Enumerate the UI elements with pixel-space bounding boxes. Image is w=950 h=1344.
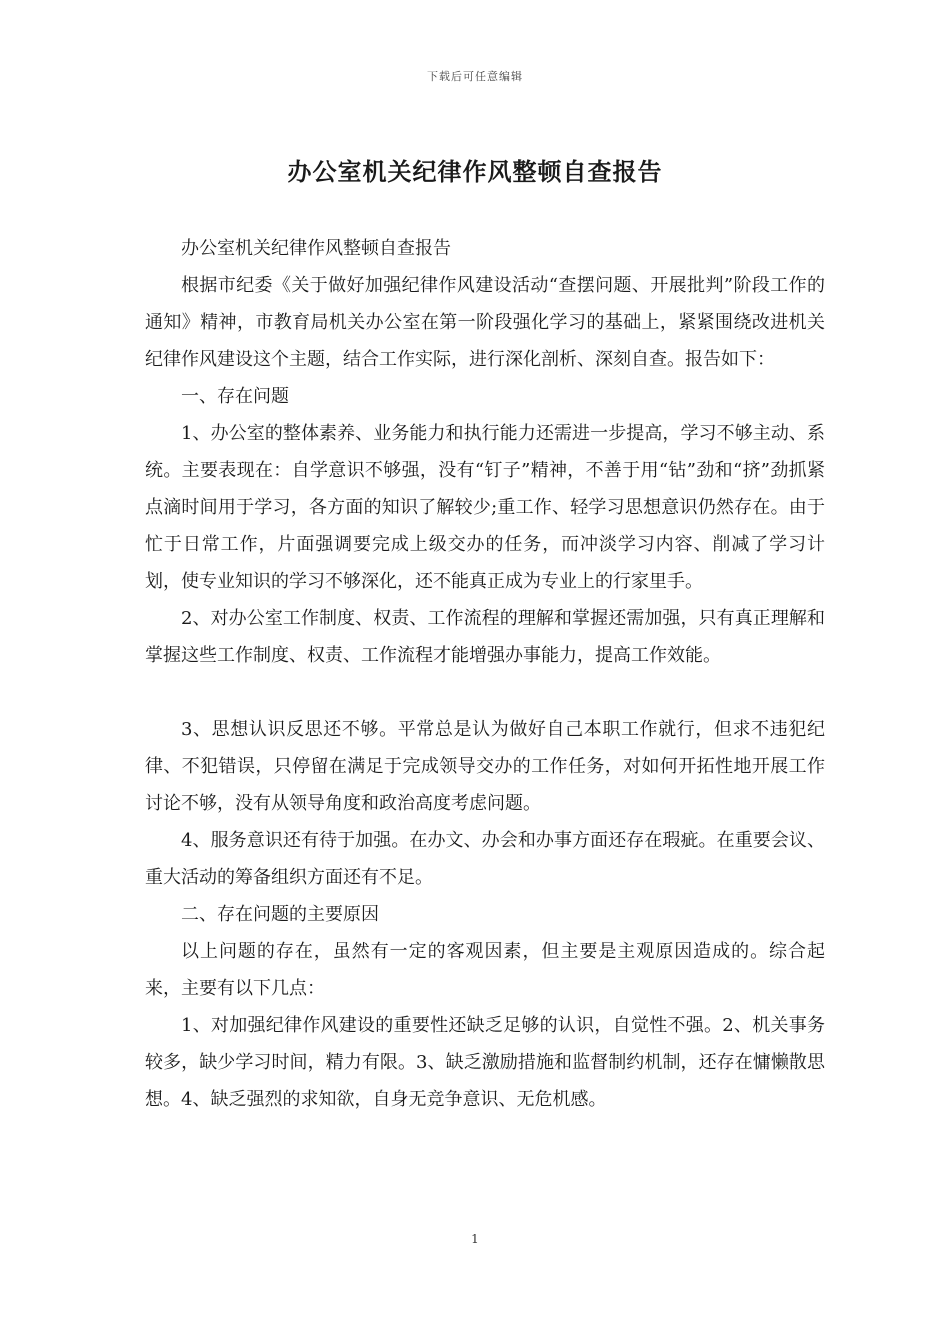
paragraph-causes-intro: 以上问题的存在，虽然有一定的客观因素，但主要是主观原因造成的。综合起来，主要有以下几点： xyxy=(145,941,825,999)
paragraph-causes-list: 1、对加强纪律作风建设的重要性还缺乏足够的认识，自觉性不强。2、机关事务较多，缺少学习时间，精力有限。3、缺乏激励措施和监督制约机制，还存在慵懒散思想。4、缺乏强烈的求知欲，自身无竞争意识、无危机感。 xyxy=(145,1015,825,1110)
paragraph-problem-2: 2、对办公室工作制度、权责、工作流程的理解和掌握还需加强，只有真正理解和掌握这些工作制度、权责、工作流程才能增强办事能力，提高工作效能。 xyxy=(145,608,825,666)
section-heading-causes: 二、存在问题的主要原因 xyxy=(181,904,379,925)
document-title: 办公室机关纪律作风整顿自查报告 xyxy=(287,157,663,186)
paragraph-subtitle: 办公室机关纪律作风整顿自查报告 xyxy=(181,238,451,259)
paragraph-problem-4: 4、服务意识还有待于加强。在办文、办会和办事方面还存在瑕疵。在重要会议、重大活动的筹备组织方面还有不足。 xyxy=(145,830,825,888)
section-heading-problems: 一、存在问题 xyxy=(181,386,289,407)
header-note: 下载后可任意编辑 xyxy=(427,70,523,83)
page-number: 1 xyxy=(471,1232,479,1246)
paragraph-problem-1: 1、办公室的整体素养、业务能力和执行能力还需进一步提高，学习不够主动、系统。主要表现在：自学意识不够强，没有“钉子”精神，不善于用“钻”劲和“挤”劲抓紧点滴时间用于学习，各方面的知识了解较少;重工作、轻学习思想意识仍然存在。由于忙于日常工作，片面强调要完成上级交办的任务，而冲淡学习内容、削减了学习计划，使专业知识的学习不够深化，还不能真正成为专业上的行家里手。 xyxy=(145,423,825,592)
paragraph-problem-3: 3、思想认识反思还不够。平常总是认为做好自己本职工作就行，但求不违犯纪律、不犯错误，只停留在满足于完成领导交办的工作任务，对如何开拓性地开展工作讨论不够，没有从领导角度和政治高度考虑问题。 xyxy=(145,719,825,814)
document-body xyxy=(145,230,825,1118)
paragraph-intro: 根据市纪委《关于做好加强纪律作风建设活动“查摆问题、开展批判”阶段工作的通知》精神，市教育局机关办公室在第一阶段强化学习的基础上，紧紧围绕改进机关纪律作风建设这个主题，结合工作实际，进行深化剖析、深刻自查。报告如下： xyxy=(145,275,825,370)
